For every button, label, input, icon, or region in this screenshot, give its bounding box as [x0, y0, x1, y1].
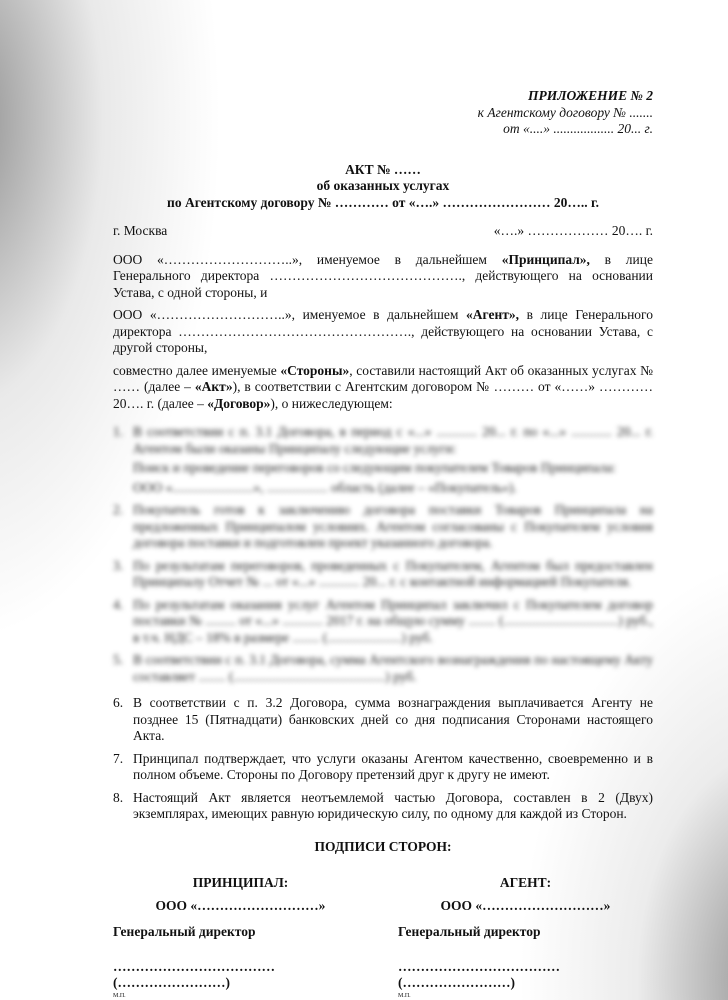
item-text: Настоящий Акт является неотъемлемой частью Договора, составлен в 2 (Двух) экземплярах, имеющих равную юридическую силу, по одному для каждой из Сторон.	[133, 789, 653, 821]
item-number: 2.	[113, 502, 124, 517]
title-line-3: по Агентскому договору № ………… от «….» …………………… 20….. г.	[167, 194, 599, 210]
item-number: 1.	[113, 424, 124, 439]
agent-stamp-label: М.П.	[398, 992, 411, 999]
item-text: Покупатель готов к заключению договора поставки Товаров Принципала на предложенных Принципалом условиях. Агентом согласованы с Покупателем условия договора поставки и подготовлен проект указанного договора.	[133, 502, 653, 550]
signatures-heading: ПОДПИСИ СТОРОН:	[314, 838, 452, 854]
item-number: 7.	[113, 750, 124, 766]
appendix-header	[373, 88, 653, 138]
city: г. Москва	[113, 223, 168, 238]
list-item-8	[113, 790, 653, 823]
principal-term: «Принципал»,	[501, 251, 590, 267]
agent-signature-line[interactable]: ……………………………… (……………………)	[398, 958, 560, 990]
item-text: Поиск и проведение переговоров со следующим покупателем Товаров Принципала:	[133, 460, 616, 475]
agent-role: АГЕНТ:	[499, 875, 552, 890]
item-number: 3.	[113, 557, 124, 573]
item-number: 4.	[113, 596, 124, 612]
document-date: «….» ……………… 20…. г.	[493, 223, 653, 238]
act-term: «Акт»	[194, 379, 233, 394]
text: ООО «………………………..», именуемое в дальнейшем	[113, 307, 466, 322]
intro-principal	[113, 252, 653, 302]
item-number: 8.	[113, 789, 124, 805]
place-date-row	[113, 223, 653, 240]
title-line-1: АКТ № ……	[345, 161, 421, 177]
item-text: ООО «........................», .................. область (далее – «Покупатель»).	[133, 479, 517, 495]
appendix-contract: к Агентскому договору № .......	[477, 104, 653, 120]
intro-agent	[113, 307, 653, 357]
text: ), в соответствии с Агентским договором № ……… от «……» ………… 20…. г. (далее –	[113, 379, 653, 411]
title-line-2: об оказанных услугах	[316, 178, 450, 193]
item-number: 6.	[113, 695, 124, 710]
text: , составили настоящий Акт об оказанных услугах № …… (далее –	[113, 362, 653, 394]
principal-stamp-label: М.П.	[113, 992, 126, 999]
document-title	[113, 162, 653, 212]
item-text: По результатам оказания услуг Агентом Принципал заключил с Покупателем договор поставки № ......... от «...» ............ 2017 г. на общую сумму ........ (..................................) руб., в т.ч. НДС – 18% в размере ........ (......................) руб.	[133, 596, 653, 645]
text: совместно далее именуемые	[113, 362, 281, 378]
appendix-date: от «....» .................. 20... г.	[503, 121, 653, 136]
list-item-6	[113, 695, 653, 745]
blurred-items	[113, 424, 653, 685]
list-item-7	[113, 751, 653, 784]
agent-company: ООО «………………………»	[440, 897, 611, 913]
text: в лице Генерального директора ……………………………………………., действующего на основании Устава, с другой стороны,	[113, 307, 653, 355]
principal-signature-line[interactable]: ……………………………… (……………………)	[113, 958, 275, 990]
agent-term: «Агент»,	[466, 307, 519, 322]
appendix-title: ПРИЛОЖЕНИЕ № 2	[527, 88, 653, 103]
item-text: В соответствии с п. 3.1 Договора, в период с «...» ............ 20... г. по «...» ............ 20... г. Агентом были оказаны Принципалу следующие услуги:	[133, 424, 653, 456]
signature-columns	[113, 869, 653, 1000]
intro-parties	[113, 363, 653, 413]
item-text: В соответствии с п. 3.1 Договора, сумма Агентского вознаграждения по настоящему Акту составляет ........ (.............................................) руб.	[133, 652, 653, 684]
principal-position: Генеральный директор	[113, 924, 256, 939]
contract-term: «Договор»	[207, 395, 271, 411]
text: в лице Генерального директора ……………………………………., действующего на основании Устава, с одной стороны, и	[113, 251, 653, 300]
agent-position: Генеральный директор	[398, 924, 541, 939]
principal-signature-block	[113, 869, 368, 1000]
item-text: В соответствии с п. 3.2 Договора, сумма вознаграждения выплачивается Агенту не позднее 15 (Пятнадцати) банковских дней со дня подписания Сторонами настоящего Акта.	[133, 695, 653, 743]
principal-company: ООО «………………………»	[155, 897, 326, 913]
parties-term: «Стороны»	[280, 362, 350, 378]
document-page	[113, 0, 653, 1000]
text: ООО «………………………..», именуемое в дальнейшем	[113, 251, 502, 267]
principal-role: ПРИНЦИПАЛ:	[192, 875, 289, 890]
agent-signature-block	[398, 869, 653, 1000]
item-number: 5.	[113, 652, 124, 667]
item-text: Принципал подтверждает, что услуги оказаны Агентом качественно, своевременно и в полном объеме. Стороны по Договору претензий друг к другу не имеют.	[133, 750, 653, 782]
item-text: По результатам переговоров, проведенных с Покупателем, Агентом был предоставлен Принципалу Отчет № ... от «...» ............ 20... г. с контактной информацией Покупателя.	[133, 557, 653, 589]
text: ), о нижеследующем:	[270, 395, 393, 411]
